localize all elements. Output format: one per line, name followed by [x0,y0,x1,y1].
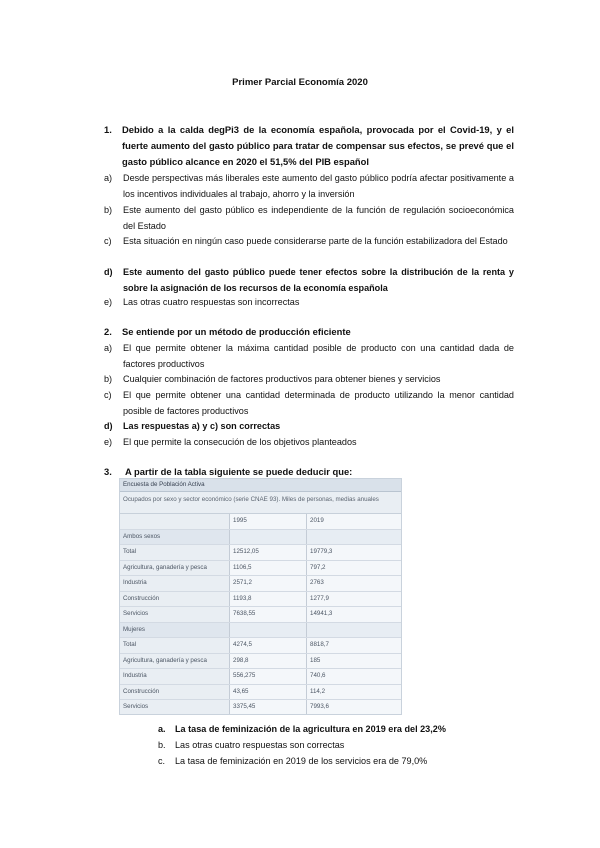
row-label: Industria [123,672,147,679]
question-stem: Se entiende por un método de producción eficiente [122,326,351,337]
option-label: c) [104,236,112,246]
table-subtitle: Ocupados por sexo y sector económico (serie CNAE 93). Miles de personas, medias anuales [120,492,401,514]
cell-2019: 114,2 [306,685,401,700]
option-text: Cualquier combinación de factores productivos para obtener bienes y servicios [123,374,441,384]
table-row [120,545,401,561]
page-title: Primer Parcial Economía 2020 [232,77,368,88]
table-row [120,669,401,685]
q2-option-a [104,340,514,372]
option-text: Las otras cuatro respuestas son incorrectas [123,297,300,307]
row-label: Agricultura, ganadería y pesca [123,563,207,571]
row-label: Industria [123,579,147,586]
cell-2019: 14941,3 [306,607,401,622]
table-row [120,576,401,592]
table-row [120,638,401,654]
cell-1995: 3375,45 [229,700,306,715]
cell-1995: 12512,05 [229,545,306,560]
epa-table-image [119,478,402,715]
option-text: Esta situación en ningún caso puede considerarse parte de la función estabilizadora del Estado [123,236,508,246]
option-text: Las respuestas a) y c) son correctas [123,421,281,431]
option-text: Este aumento del gasto público puede tener efectos sobre la distribución de la renta y sobre la asignación de los recursos de la economía española [123,267,514,293]
option-label: d) [104,421,113,431]
cell-1995 [229,623,306,638]
option-label: c. [158,756,166,766]
cell-2019: 1277,9 [306,592,401,607]
row-label: Total [123,641,137,648]
cell-2019: 19779,3 [306,545,401,560]
cell-1995: 1106,5 [229,561,306,576]
question-1 [104,122,514,170]
option-label: b) [104,205,113,215]
option-label: a) [104,343,113,353]
table-header-row [120,514,401,530]
option-label: c) [104,390,112,400]
option-text: El que permite obtener la máxima cantidad posible de producto con una cantidad dada de factores productivos [123,343,514,369]
cell-2019 [306,530,401,545]
row-label: Ambos sexos [123,532,161,540]
q2-option-c [104,387,514,419]
q1-option-e [104,294,514,310]
table-row [120,561,401,577]
option-text: La tasa de feminización de la agricultura en 2019 era del 23,2% [175,724,446,734]
q1-option-a [104,170,514,202]
question-2 [104,324,514,340]
option-text: Las otras cuatro respuestas son correctas [175,740,345,750]
option-text: El que permite la consecución de los objetivos planteados [123,437,357,447]
table-row [120,530,401,546]
cell-2019: 740,6 [306,669,401,684]
cell-2019: 2763 [306,576,401,591]
q2-option-b [104,371,514,387]
option-label: a. [158,724,166,734]
table-row [120,654,401,670]
option-text: El que permite obtener una cantidad determinada de producto utilizando la menor cantidad posible de factores productivos [123,390,514,416]
option-text: Desde perspectivas más liberales este aumento del gasto público podría afectar positivamente a los incentivos individuales al trabajo, ahorro y la inversión [123,173,514,199]
option-label: a) [104,173,113,183]
cell-1995: 4274,5 [229,638,306,653]
column-header-2019: 2019 [306,514,401,529]
option-label: e) [104,437,113,447]
q3-option-a [158,721,518,737]
table-row [120,592,401,608]
column-header-1995: 1995 [229,514,306,529]
cell-2019: 7993,6 [306,700,401,715]
q1-option-b [104,202,514,234]
q2-option-e [104,434,514,450]
table-row [120,607,401,623]
table-row [120,685,401,701]
table-title: Encuesta de Población Activa [120,479,401,492]
question-number: 3. [104,466,112,477]
q3-option-c [158,753,518,769]
cell-1995: 1193,8 [229,592,306,607]
row-label: Total [123,548,137,555]
cell-2019 [306,623,401,638]
q1-option-d [104,264,514,296]
cell-2019: 185 [306,654,401,669]
question-stem: A partir de la tabla siguiente se puede deducir que: [125,466,353,477]
table-row [120,700,401,715]
row-label: Construcción [123,687,160,695]
row-label: Servicios [123,610,149,617]
cell-2019: 797,2 [306,561,401,576]
q3-option-b [158,737,518,753]
table-row [120,623,401,639]
option-text: La tasa de feminización en 2019 de los servicios era de 79,0% [175,756,428,766]
question-number: 2. [104,326,112,337]
cell-1995: 7638,55 [229,607,306,622]
row-label: Construcción [123,594,160,602]
q1-option-c [104,233,514,249]
row-label: Servicios [123,703,149,710]
q2-option-d [104,418,514,434]
question-stem: Debido a la calda degPi3 de la economía española, provocada por el Covid-19, y el fuerte aumento del gasto público para tratar de compensar sus efectos, se prevé que el gasto público alcance en 2020 el 51,5% del PIB español [122,124,514,167]
option-label: b) [104,374,113,384]
option-text: Este aumento del gasto público es independiente de la función de regulación socioeconómica del Estado [123,205,514,231]
row-label: Agricultura, ganadería y pesca [123,656,207,664]
row-label: Mujeres [123,625,146,633]
option-label: b. [158,740,166,750]
cell-1995: 298,8 [229,654,306,669]
cell-1995: 2571,2 [229,576,306,591]
question-number: 1. [104,124,112,135]
cell-1995 [229,530,306,545]
cell-1995: 43,65 [229,685,306,700]
option-label: e) [104,297,113,307]
cell-1995: 556,275 [229,669,306,684]
option-label: d) [104,267,113,277]
cell-2019: 8818,7 [306,638,401,653]
